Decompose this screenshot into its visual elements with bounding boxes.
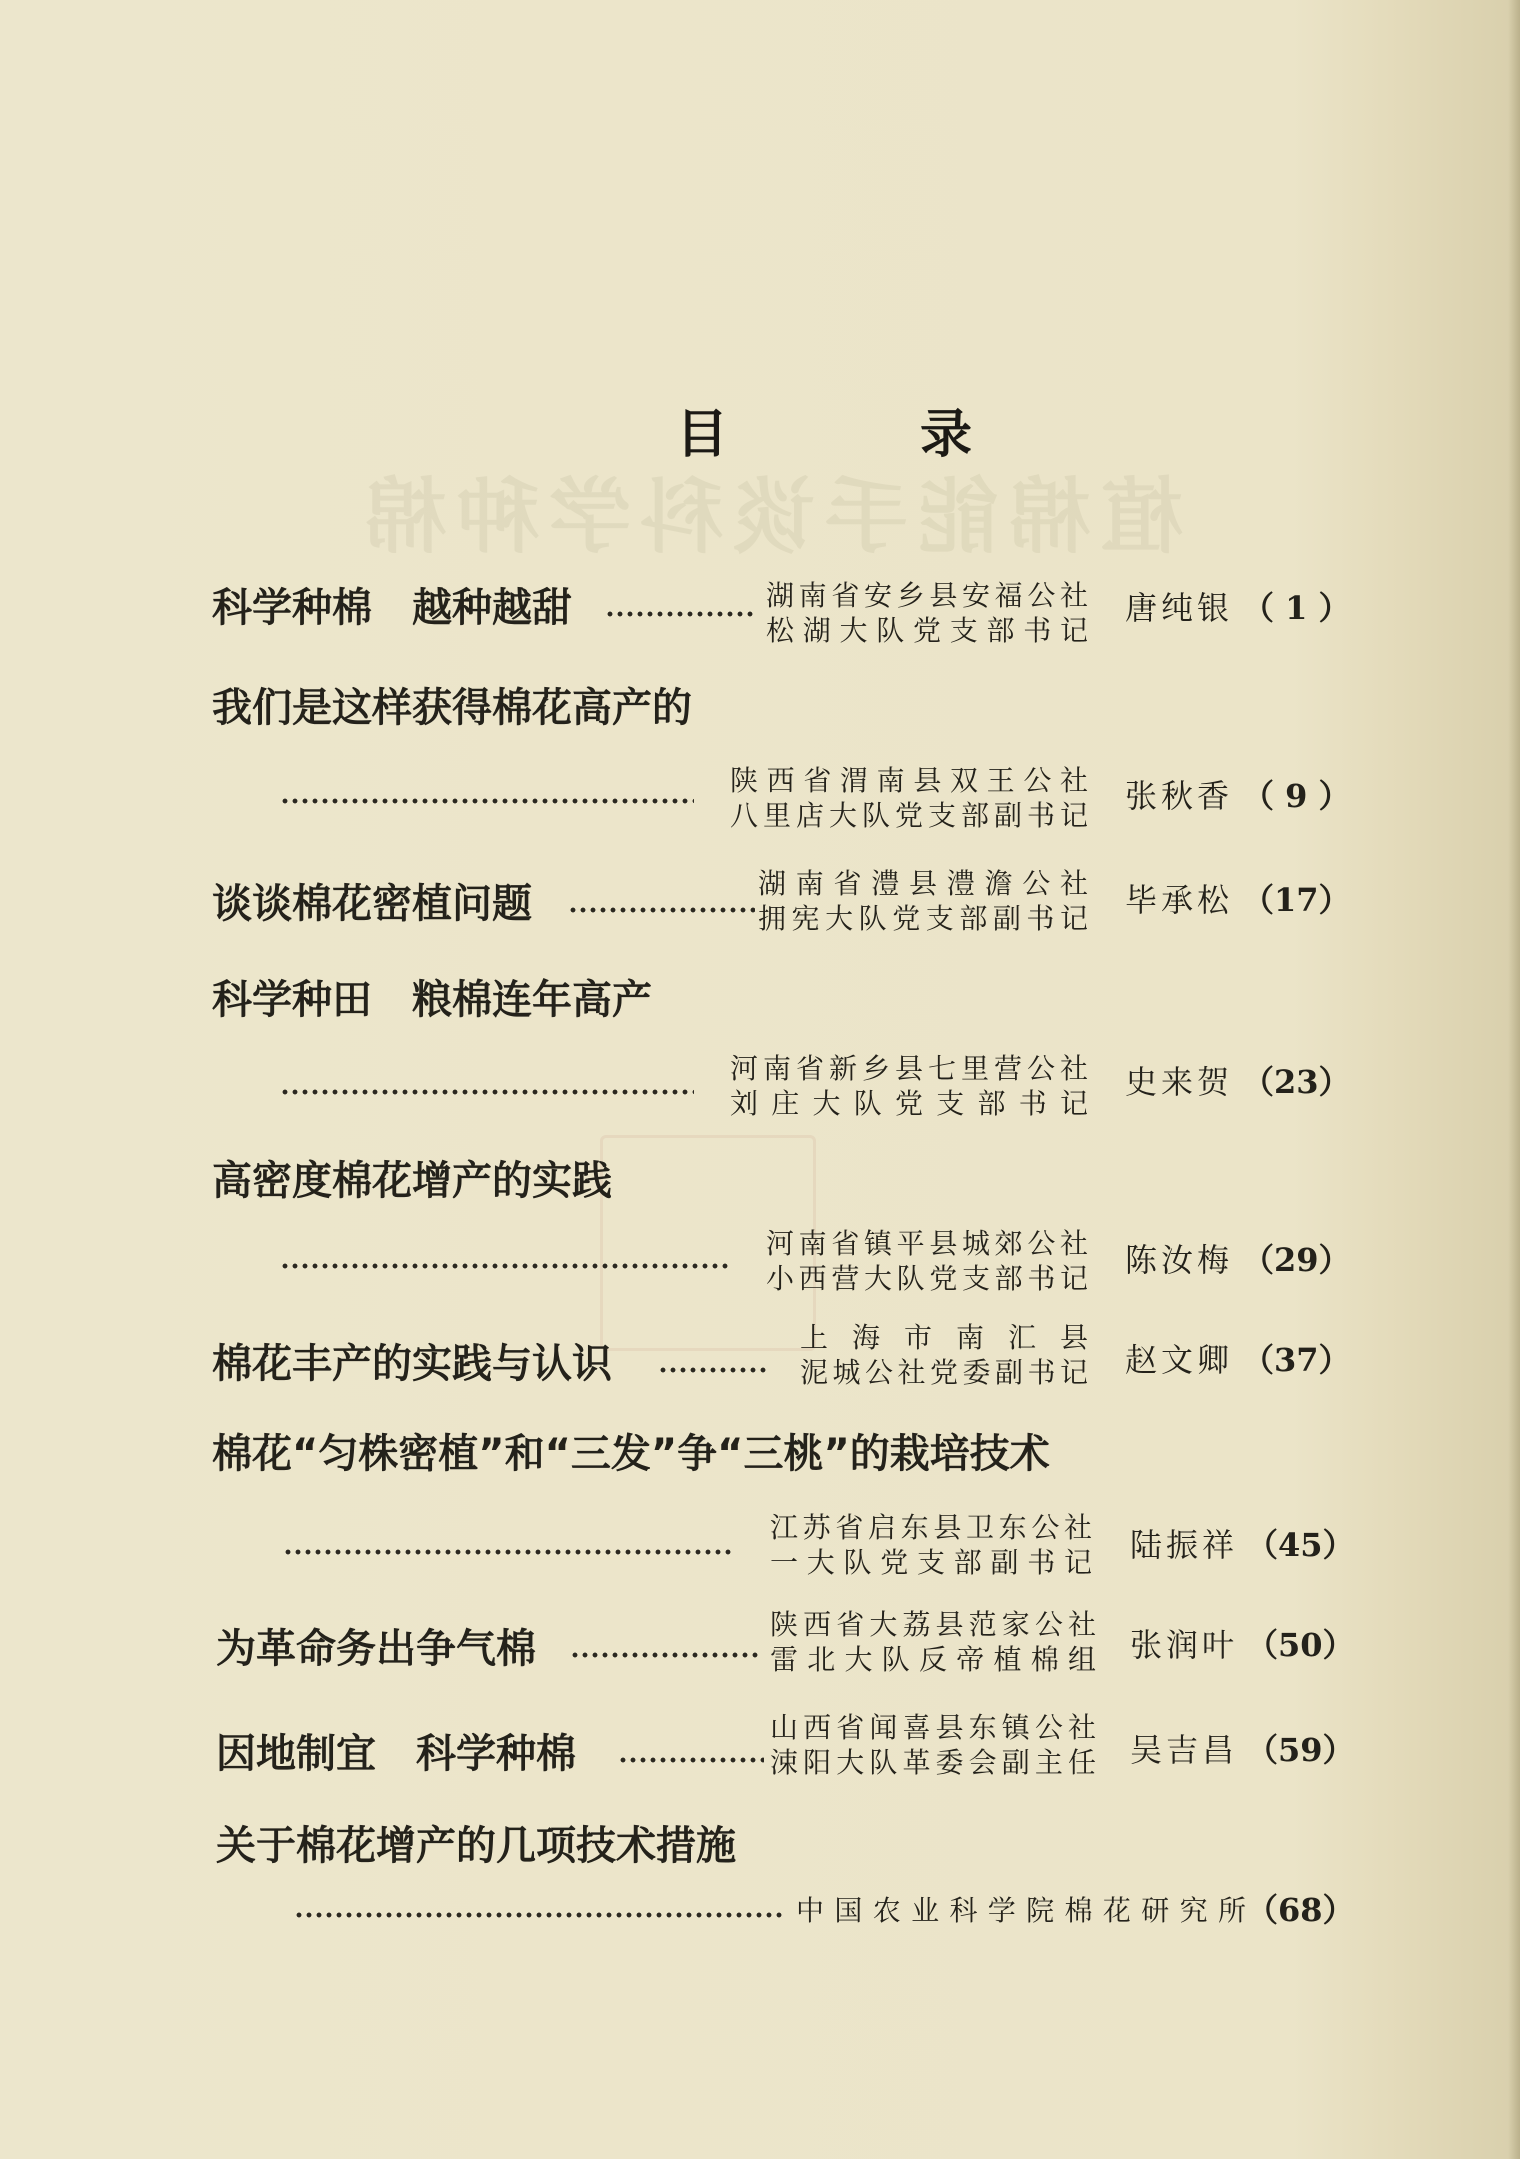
entry-page-number[interactable]: （59）	[1246, 1731, 1355, 1769]
org-line-1: 陕西省渭南县双王公社	[730, 764, 1088, 797]
entry-title[interactable]: 棉花“匀株密植”和“三发”争“三桃”的栽培技术	[212, 1431, 1050, 1477]
org-line-1: 上海市南汇县	[800, 1321, 1088, 1354]
entry-org	[770, 1607, 1096, 1677]
entry-author: 张润叶	[1130, 1626, 1239, 1664]
org-line-1: 湖南省安乡县安福公社	[766, 579, 1088, 612]
entry-page-number[interactable]: （ 9 ）	[1242, 777, 1351, 815]
org-line-1: 河南省新乡县七里营公社	[730, 1052, 1088, 1085]
org-line-2: 松湖大队党支部书记	[766, 614, 1088, 647]
entry-title[interactable]: 为革命务出争气棉	[216, 1626, 536, 1672]
org-line-2: 一大队党支部副书记	[770, 1546, 1092, 1579]
page-edge-shadow	[1508, 0, 1520, 2159]
leader-dots	[282, 1262, 728, 1270]
org-line-2: 泥城公社党委副书记	[800, 1356, 1088, 1389]
leader-dots	[282, 1088, 694, 1096]
entry-org	[758, 866, 1088, 936]
entry-page-number[interactable]: （ 1 ）	[1242, 589, 1351, 627]
entry-page-number[interactable]: （37）	[1242, 1341, 1351, 1379]
entry-page-number[interactable]: （29）	[1242, 1241, 1351, 1279]
entry-org	[766, 578, 1088, 648]
page-title: 目 录	[676, 405, 1043, 465]
org-line-1: 山西省闻喜县东镇公社	[770, 1711, 1096, 1744]
org-line-2: 拥宪大队党支部副书记	[758, 902, 1088, 935]
org-line-1: 湖南省澧县澧澹公社	[758, 867, 1088, 900]
entry-title[interactable]: 谈谈棉花密植问题	[212, 881, 532, 927]
org-line-2: 小西营大队党支部书记	[766, 1262, 1088, 1295]
entry-title[interactable]: 科学种田 粮棉连年高产	[212, 977, 652, 1023]
entry-org	[730, 1051, 1088, 1121]
entry-page-number[interactable]: （45）	[1246, 1526, 1355, 1564]
org-line-2: 刘庄大队党支部书记	[730, 1087, 1088, 1120]
entry-title[interactable]: 关于棉花增产的几项技术措施	[216, 1823, 736, 1869]
org-line-1: 陕西省大荔县范家公社	[770, 1608, 1096, 1641]
org-line-2: 八里店大队党支部副书记	[730, 799, 1088, 832]
org-line-1: 中国农业科学院棉花研究所	[796, 1894, 1246, 1927]
entry-page-number[interactable]: （17）	[1242, 881, 1351, 919]
entry-org	[796, 1893, 1246, 1928]
entry-author: 陆振祥	[1130, 1526, 1239, 1564]
entry-author: 吴吉昌	[1130, 1731, 1239, 1769]
entry-org	[766, 1226, 1088, 1296]
entry-title[interactable]: 高密度棉花增产的实践	[212, 1158, 612, 1204]
leader-dots	[570, 906, 755, 914]
leader-dots	[285, 1548, 733, 1556]
entry-title[interactable]: 棉花丰产的实践与认识	[212, 1341, 612, 1387]
leader-dots	[296, 1911, 786, 1919]
entry-author: 史来贺	[1125, 1063, 1234, 1101]
entry-org	[800, 1320, 1088, 1390]
org-line-1: 江苏省启东县卫东公社	[770, 1511, 1092, 1544]
entry-author: 赵文卿	[1125, 1341, 1234, 1379]
leader-dots	[607, 610, 757, 618]
entry-author: 张秋香	[1125, 777, 1234, 815]
leader-dots	[620, 1756, 764, 1764]
entry-page-number[interactable]: （68）	[1246, 1891, 1355, 1929]
entry-author: 毕承松	[1125, 881, 1234, 919]
entry-title[interactable]: 因地制宜 科学种棉	[216, 1731, 576, 1777]
org-line-1: 河南省镇平县城郊公社	[766, 1227, 1088, 1260]
org-line-2: 涑阳大队革委会副主任	[770, 1746, 1096, 1779]
entry-title[interactable]: 我们是这样获得棉花高产的	[212, 685, 692, 731]
leader-dots	[660, 1366, 770, 1374]
entry-title[interactable]: 科学种棉 越种越甜	[212, 585, 572, 631]
entry-org	[730, 763, 1088, 833]
entry-author: 陈汝梅	[1125, 1241, 1234, 1279]
entry-page-number[interactable]: （23）	[1242, 1063, 1351, 1101]
bleed-through-text: 植棉能手谈科学种棉	[355, 470, 1184, 565]
leader-dots	[282, 797, 694, 805]
entry-org	[770, 1510, 1092, 1580]
entry-org	[770, 1710, 1096, 1780]
leader-dots	[572, 1651, 762, 1659]
entry-author: 唐纯银	[1125, 589, 1234, 627]
entry-page-number[interactable]: （50）	[1246, 1626, 1355, 1664]
org-line-2: 雷北大队反帝植棉组	[770, 1643, 1096, 1676]
